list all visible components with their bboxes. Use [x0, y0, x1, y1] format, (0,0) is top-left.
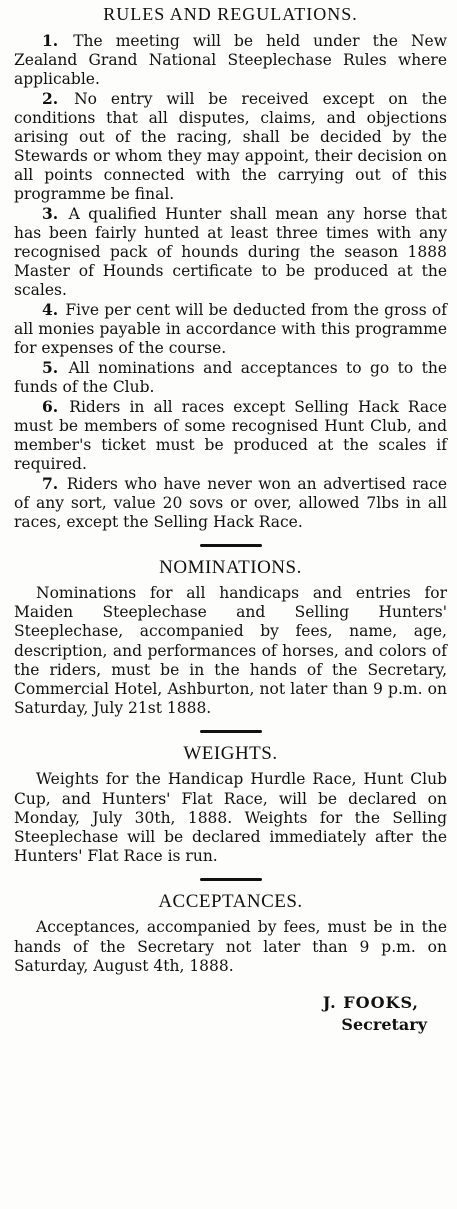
rule-number: 1. — [42, 31, 59, 50]
nominations-text: Nominations for all handicaps and entries for Maiden Steeplechase and Selling Hunters' Steeplechase, accompanied by fees, name, age, description, and performances of horses, and colors of the riders, must be in the hands of the Secretary, Commercial Hotel, Ashburton, not later than 9 p.m. on Saturday, July 21st 1888. — [14, 584, 447, 718]
acceptances-text: Acceptances, accompanied by fees, must be in the hands of the Secretary not later than 9 p.m. on Saturday, August 4th, 1888. — [14, 918, 447, 975]
rule-text: All nominations and acceptances to go to the funds of the Club. — [14, 359, 447, 396]
rule-item — [14, 204, 447, 300]
rule-text: Riders in all races except Selling Hack Race must be members of some recognised Hunt Club, and member's ticket must be produced at the scales if required. — [14, 398, 447, 473]
rule-number: 5. — [42, 358, 59, 377]
weights-text: Weights for the Handicap Hurdle Race, Hunt Club Cup, and Hunters' Flat Race, will be declared on Monday, July 30th, 1888. Weights for the Selling Steeplechase will be declared immediately after the Hunters' Flat Race is run. — [14, 770, 447, 866]
signature-block — [14, 992, 447, 1036]
section-divider — [200, 730, 262, 733]
rules-list — [14, 31, 447, 532]
section-divider — [200, 544, 262, 547]
rule-item — [14, 89, 447, 204]
rule-text: No entry will be received except on the conditions that all disputes, claims, and objections arising out of the racing, shall be decided by the Stewards or whom they may appoint, their decision on all points connected with the carrying out of this programme be final. — [14, 90, 448, 203]
signature-name: J. FOOKS, — [322, 993, 419, 1013]
rule-text: A qualified Hunter shall mean any horse that has been fairly hunted at least three times with any recognised pack of hounds during the season 1888 Master of Hounds certificate to be produced at the scales. — [14, 205, 447, 299]
nominations-heading: NOMINATIONS. — [159, 557, 302, 578]
rule-item — [14, 358, 447, 397]
rule-number: 3. — [42, 204, 59, 223]
rule-text: Five per cent will be deducted from the gross of all monies payable in accordance with this programme for expenses of the course. — [14, 301, 447, 357]
rule-item — [14, 474, 447, 532]
rules-heading: RULES AND REGULATIONS. — [103, 4, 358, 24]
rule-item — [14, 31, 447, 89]
acceptances-heading: ACCEPTANCES. — [158, 891, 303, 913]
rule-item — [14, 397, 447, 474]
rule-number: 2. — [42, 89, 59, 108]
rule-text: Riders who have never won an advertised race of any sort, value 20 sovs or over, allowed 7lbs in all races, except the Selling Hack Race. — [14, 475, 447, 531]
section-divider — [200, 878, 262, 881]
rule-number: 6. — [42, 397, 59, 416]
weights-heading: WEIGHTS. — [183, 743, 278, 765]
rule-item — [14, 300, 447, 358]
rule-number: 4. — [42, 300, 59, 319]
signature-title: Secretary — [341, 1015, 427, 1035]
rule-text: The meeting will be held under the New Zealand Grand National Steeplechase Rules where applicable. — [14, 32, 447, 88]
rule-number: 7. — [42, 474, 59, 493]
